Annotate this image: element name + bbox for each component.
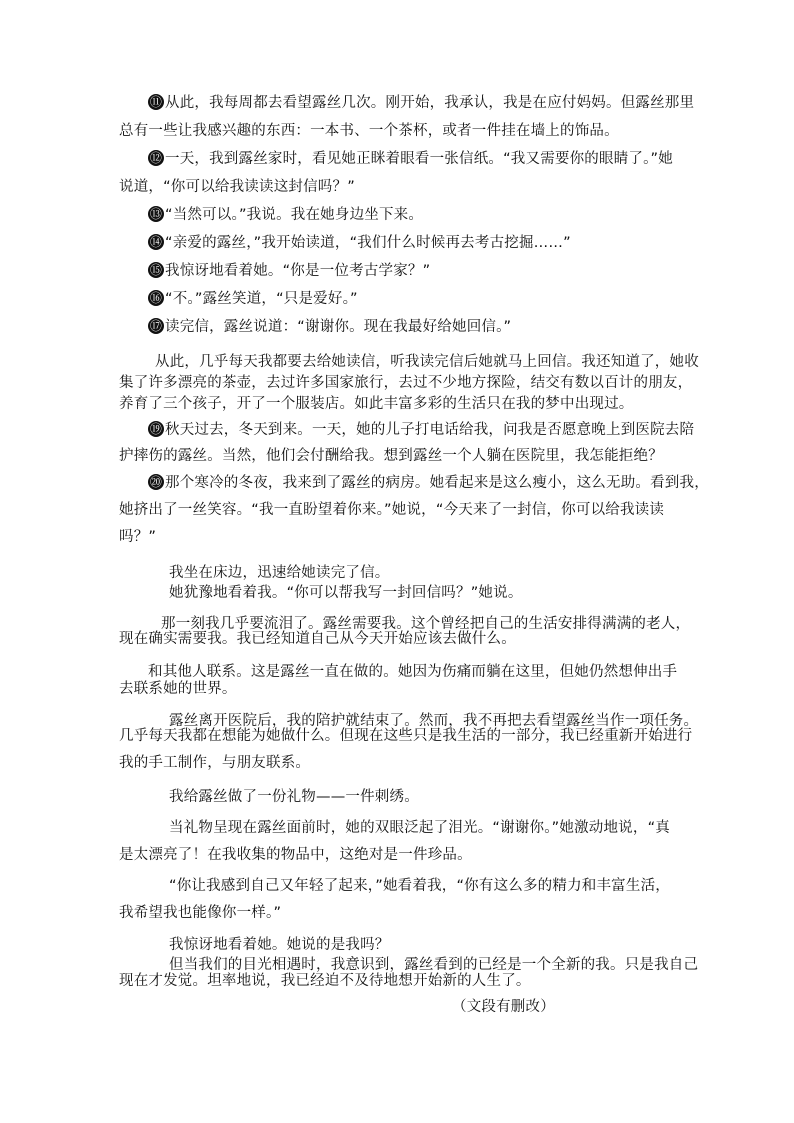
paragraph-number-20: ⑳: [149, 475, 163, 489]
source-note: （文段有删改）: [452, 999, 555, 1015]
paragraph-number-15: ⑮: [149, 263, 163, 277]
paragraph-24-line-3: 我的手工制作，与朋友联系。: [119, 755, 311, 771]
paragraph-number-16: ⑯: [149, 291, 163, 305]
paragraph-27-line-2: 我希望我也能像你一样。”: [119, 905, 282, 921]
paragraph-18-line-1: 从此，几乎每天我都要去给她读信，听我读完信后她就马上回信。我还知道了，她收: [155, 354, 699, 370]
paragraph-16: ⑯ “不。”露丝笑道，“只是爱好。”: [149, 291, 358, 307]
paragraph-13: ⑬ “当然可以。”我说。我在她身边坐下来。: [149, 207, 424, 223]
paragraph-21-line-2: 她犹豫地看着我。“你可以帮我写一封回信吗？”她说。: [169, 585, 523, 601]
paragraph-28: 我惊讶地看着她。她说的是我吗？: [169, 937, 390, 953]
paragraph-20-line-2: 她挤出了一丝笑容。“我一直盼望着你来。”她说，“今天来了一封信，你可以给我读读: [119, 502, 665, 518]
paragraph-18-line-3: 养育了三个孩子，开了一个服装店。如此丰富多彩的生活只在我的梦中出现过。: [119, 396, 634, 412]
paragraph-29-line-2: 现在才发觉。坦率地说，我已经迫不及待地想开始新的人生了。: [119, 973, 531, 989]
paragraph-18-line-2: 集了许多漂亮的茶壶，去过许多国家旅行，去过不少地方探险，结交有数以百计的朋友，: [119, 375, 693, 391]
paragraph-12-line-1: ⑫ 一天，我到露丝家时，看见她正眯着眼看一张信纸。“我又需要你的眼睛了。”她: [149, 151, 673, 167]
paragraph-14: ⑭ “亲爱的露丝，”我开始读道，“我们什么时候再去考古挖掘……”: [149, 235, 571, 251]
paragraph-27-line-1: “你让我感到自己又年轻了起来，”她看着我，“你有这么多的精力和丰富生活，: [169, 878, 670, 894]
paragraph-23-line-2: 去联系她的世界。: [119, 681, 237, 697]
paragraph-number-14: ⑭: [149, 235, 163, 249]
paragraph-19-line-1: ⑲ 秋天过去，冬天到来。一天，她的儿子打电话给我，问我是否愿意晚上到医院去陪: [149, 422, 695, 438]
paragraph-11-line-1: ⑪ 从此，我每周都去看望露丝几次。刚开始，我承认，我是在应付妈妈。但露丝那里: [149, 95, 695, 111]
paragraph-12-line-2: 说道，“你可以给我读读这封信吗？”: [119, 179, 355, 195]
paragraph-15: ⑮ 我惊讶地看着她。“你是一位考古学家？”: [149, 263, 431, 279]
paragraph-21-line-1: 我坐在床边，迅速给她读完了信。: [169, 565, 390, 581]
paragraph-20-line-3: 吗？”: [119, 529, 157, 545]
paragraph-24-line-2: 几乎每天我都在想能为她做什么。但现在这些只是我生活的一部分，我已经重新开始进行: [119, 728, 693, 744]
paragraph-26-line-1: 当礼物呈现在露丝面前时，她的双眼泛起了泪光。“谢谢你。”她激动地说，“真: [169, 820, 670, 836]
paragraph-22-line-1: 那一刻我几乎要流泪了。露丝需要我。这个曾经把自己的生活安排得满满的老人，: [161, 616, 691, 632]
paragraph-24-line-1: 露丝离开医院后，我的陪护就结束了。然而，我不再把去看望露丝当作一项任务。: [169, 713, 699, 729]
paragraph-23-line-1: 和其他人联系。这是露丝一直在做的。她因为伤痛而躺在这里，但她仍然想伸出手: [148, 664, 678, 680]
paragraph-20-line-1: ⑳ 那个寒冷的冬夜，我来到了露丝的病房。她看起来是这么瘦小，这么无助。看到我，: [149, 475, 709, 491]
paragraph-25: 我给露丝做了一份礼物——一件刺绣。: [169, 789, 419, 805]
paragraph-29-line-1: 但当我们的目光相遇时，我意识到，露丝看到的已经是一个全新的我。只是我自己: [169, 957, 699, 973]
paragraph-number-19: ⑲: [149, 422, 163, 436]
paragraph-number-12: ⑫: [149, 151, 163, 165]
paragraph-number-11: ⑪: [149, 95, 163, 109]
paragraph-number-13: ⑬: [149, 207, 163, 221]
paragraph-17: ⑰ 读完信，露丝说道：“谢谢你。现在我最好给她回信。”: [149, 319, 512, 335]
paragraph-22-line-2: 现在确实需要我。我已经知道自己从今天开始应该去做什么。: [119, 631, 516, 647]
paragraph-26-line-2: 是太漂亮了！在我收集的物品中，这绝对是一件珍品。: [119, 847, 472, 863]
paragraph-11-line-2: 总有一些让我感兴趣的东西：一本书、一个茶杯，或者一件挂在墙上的饰品。: [119, 123, 619, 139]
paragraph-number-17: ⑰: [149, 319, 163, 333]
paragraph-19-line-2: 护摔伤的露丝。当然，他们会付酬给我。想到露丝一个人躺在医院里，我怎能拒绝？: [119, 448, 663, 464]
